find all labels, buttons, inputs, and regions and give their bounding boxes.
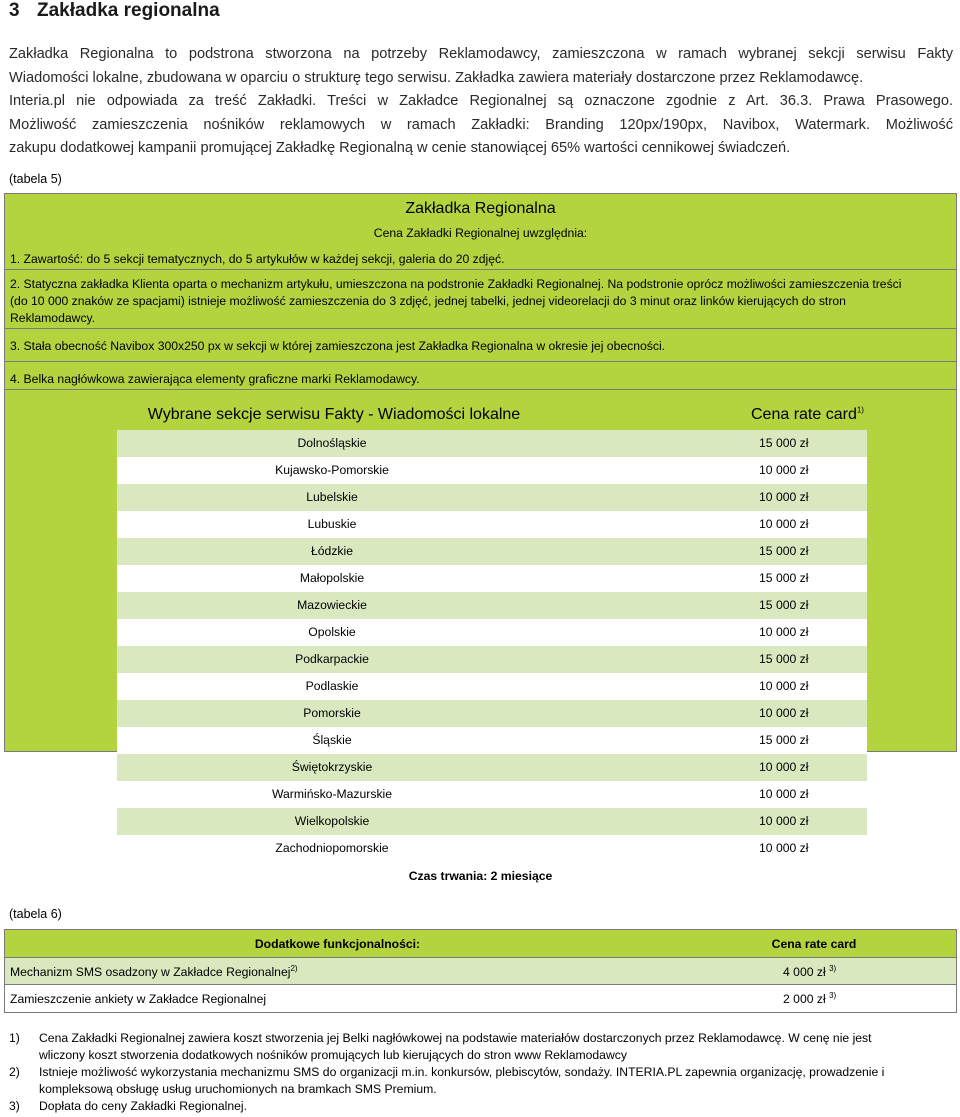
table-row xyxy=(117,565,867,592)
table6 xyxy=(4,929,957,1014)
section-name: Warmińsko-Mazurskie xyxy=(271,787,393,801)
section-name: Pomorskie xyxy=(303,706,361,720)
divider xyxy=(5,389,956,390)
section-name: Podkarpackie xyxy=(295,652,369,666)
table5-item: (do 10 000 znaków ze spacjami) istnieje możliwość zamieszczenia do 3 zdjęć, jednej tabelki, jednej videorelacji do 3 minut oraz linków kierujących do stron xyxy=(10,294,846,308)
column-header-sections: Wybrane sekcje serwisu Fakty - Wiadomości lokalne xyxy=(147,406,521,423)
table-row xyxy=(4,958,957,985)
section-number: 3 xyxy=(9,0,20,21)
section-price: 10 000 zł xyxy=(759,787,809,801)
section-price: 10 000 zł xyxy=(759,490,809,504)
table-row xyxy=(117,673,867,700)
table5-subtitle: Cena Zakładki Regionalnej uwzględnia: xyxy=(373,226,588,240)
footnote-ref: 3) xyxy=(829,990,837,1000)
column-header-price-label: Cena rate card xyxy=(751,406,857,423)
footnote-number: 3) xyxy=(9,1099,20,1113)
divider xyxy=(5,269,956,270)
footnote-text: Istnieje możliwość wykorzystania mechanizmu SMS do organizacji m.in. konkursów, plebiscytów, sondaży. INTERIA.PL zapewnia organizację, prowadzenie i xyxy=(39,1065,885,1079)
footnote-text: Cena Zakładki Regionalnej zawiera koszt stworzenia jej Belki nagłówkowej na podstawie materiałów dostarczonych przez Reklamodawcę. W cenę nie jest xyxy=(39,1031,872,1045)
table-row xyxy=(117,457,867,484)
section-name: Lubelskie xyxy=(306,490,358,504)
section-price: 15 000 zł xyxy=(759,544,809,558)
feature-name xyxy=(10,964,298,980)
table-row xyxy=(117,781,867,808)
table-row xyxy=(117,619,867,646)
footnote-ref: 1) xyxy=(856,405,864,415)
section-name: Kujawsko-Pomorskie xyxy=(275,463,389,477)
table5 xyxy=(4,193,957,883)
section-price: 15 000 zł xyxy=(759,733,809,747)
footnotes xyxy=(9,1030,949,1115)
feature-price-text: 4 000 zł xyxy=(783,965,826,979)
section-price: 10 000 zł xyxy=(759,625,809,639)
table5-caption: (tabela 5) xyxy=(9,172,62,186)
intro-line: Zakładka Regionalna to podstrona stworzona na potrzeby Reklamodawcy, zamieszczona w ramach wybranej sekcji serwisu Fakty xyxy=(9,46,953,62)
section-name: Opolskie xyxy=(308,625,356,639)
section-price: 10 000 zł xyxy=(759,841,809,855)
table-row xyxy=(117,511,867,538)
section-price: 15 000 zł xyxy=(759,652,809,666)
intro-line: Wiadomości lokalne, zbudowana w oparciu o strukturę tego serwisu. Zakładka zawiera materiały dostarczone przez Reklamodawcę. xyxy=(9,69,864,86)
section-name: Świętokrzyskie xyxy=(291,760,373,774)
section-price: 10 000 zł xyxy=(759,814,809,828)
feature-price xyxy=(783,991,836,1007)
table-row xyxy=(117,646,867,673)
feature-name-text: Mechanizm SMS osadzony w Zakładce Regionalnej xyxy=(10,965,291,979)
column-header-price xyxy=(751,406,864,424)
divider xyxy=(5,361,956,362)
table-row xyxy=(117,592,867,619)
table-row xyxy=(4,985,957,1013)
section-title: Zakładka regionalna xyxy=(37,0,220,21)
feature-price-text: 2 000 zł xyxy=(783,992,826,1006)
section-price: 15 000 zł xyxy=(759,598,809,612)
footnote-number: 2) xyxy=(9,1065,20,1079)
table-row xyxy=(117,754,867,781)
feature-price xyxy=(783,964,836,980)
section-name: Mazowieckie xyxy=(297,598,367,612)
section-name: Dolnośląskie xyxy=(297,436,367,450)
section-price: 10 000 zł xyxy=(759,463,809,477)
footnote-text: wliczony koszt stworzenia dodatkowych nośników promujących lub kierujących do stron www Reklamodawcy xyxy=(39,1048,627,1062)
intro-line: Interia.pl nie odpowiada za treść Zakładki. Treści w Zakładce Regionalnej są oznaczone zgodnie z Art. 36.3. Prawa Prasowego. xyxy=(9,93,953,109)
section-name: Małopolskie xyxy=(299,571,365,585)
footnote-ref: 3) xyxy=(829,963,837,973)
section-name: Śląskie xyxy=(312,733,352,747)
table-row xyxy=(117,808,867,835)
table-row xyxy=(117,430,867,457)
section-name: Podlaskie xyxy=(305,679,359,693)
table-row xyxy=(117,727,867,754)
table5-item: 3. Stała obecność Navibox 300x250 px w sekcji w której zamieszczona jest Zakładka Regionalna w okresie jej obecności. xyxy=(10,339,666,353)
feature-name xyxy=(10,991,266,1007)
section-price: 10 000 zł xyxy=(759,517,809,531)
section-price: 15 000 zł xyxy=(759,436,809,450)
section-name: Wielkopolskie xyxy=(294,814,370,828)
table-row xyxy=(117,700,867,727)
section-price: 10 000 zł xyxy=(759,760,809,774)
footnote xyxy=(9,1098,949,1115)
table5-item: 2. Statyczna zakładka Klienta oparta o mechanizm artykułu, umieszczona na podstronie Zakładki Regionalnej. Na podstronie oprócz możliwości zamieszczenia treści xyxy=(10,277,902,291)
feature-name-text: Zamieszczenie ankiety w Zakładce Regionalnej xyxy=(10,992,267,1006)
section-price: 10 000 zł xyxy=(759,679,809,693)
table-row xyxy=(117,484,867,511)
intro-line: Możliwość zamieszczenia nośników reklamowych w ramach Zakładki: Branding 120px/190px, Navibox, Watermark. Możliwość xyxy=(9,116,953,133)
footnote-ref: 2) xyxy=(290,963,298,973)
footnote xyxy=(9,1030,949,1064)
footnote-text: Dopłata do ceny Zakładki Regionalnej. xyxy=(39,1099,247,1113)
divider xyxy=(5,328,956,329)
table-row xyxy=(117,538,867,565)
section-price: 15 000 zł xyxy=(759,571,809,585)
footnote-text: kompleksową obsługę usług uruchomionych na bramkach SMS Premium. xyxy=(39,1082,437,1096)
footnote-number: 1) xyxy=(9,1031,20,1045)
table5-item: 4. Belka nagłówkowa zawierająca elementy graficzne marki Reklamodawcy. xyxy=(10,372,420,386)
price-rows xyxy=(117,430,867,862)
column-header-feature: Dodatkowe funkcjonalności: xyxy=(254,937,421,951)
table5-title: Zakładka Regionalna xyxy=(405,200,556,217)
table5-item: Reklamodawcy. xyxy=(10,311,96,325)
section-heading xyxy=(9,0,220,22)
table6-caption: (tabela 6) xyxy=(9,907,62,921)
section-name: Lubuskie xyxy=(307,517,357,531)
table6-header-row xyxy=(4,929,957,958)
section-name: Łódzkie xyxy=(310,544,353,558)
section-name: Zachodniopomorskie xyxy=(275,841,389,855)
table5-item: 1. Zawartość: do 5 sekcji tematycznych, do 5 artykułów w każdej sekcji, galeria do 20 zdjęć. xyxy=(10,252,505,266)
section-price: 10 000 zł xyxy=(759,706,809,720)
footnote xyxy=(9,1064,949,1098)
column-header-price: Cena rate card xyxy=(771,937,857,951)
duration-label: Czas trwania: 2 miesiące xyxy=(408,869,553,883)
intro-paragraph xyxy=(9,43,953,161)
intro-line: zakupu dodatkowej kampanii promującej Zakładkę Regionalną w cenie stanowiącej 65% wartości cennikowej świadczeń. xyxy=(9,140,791,156)
table-row xyxy=(117,835,867,862)
